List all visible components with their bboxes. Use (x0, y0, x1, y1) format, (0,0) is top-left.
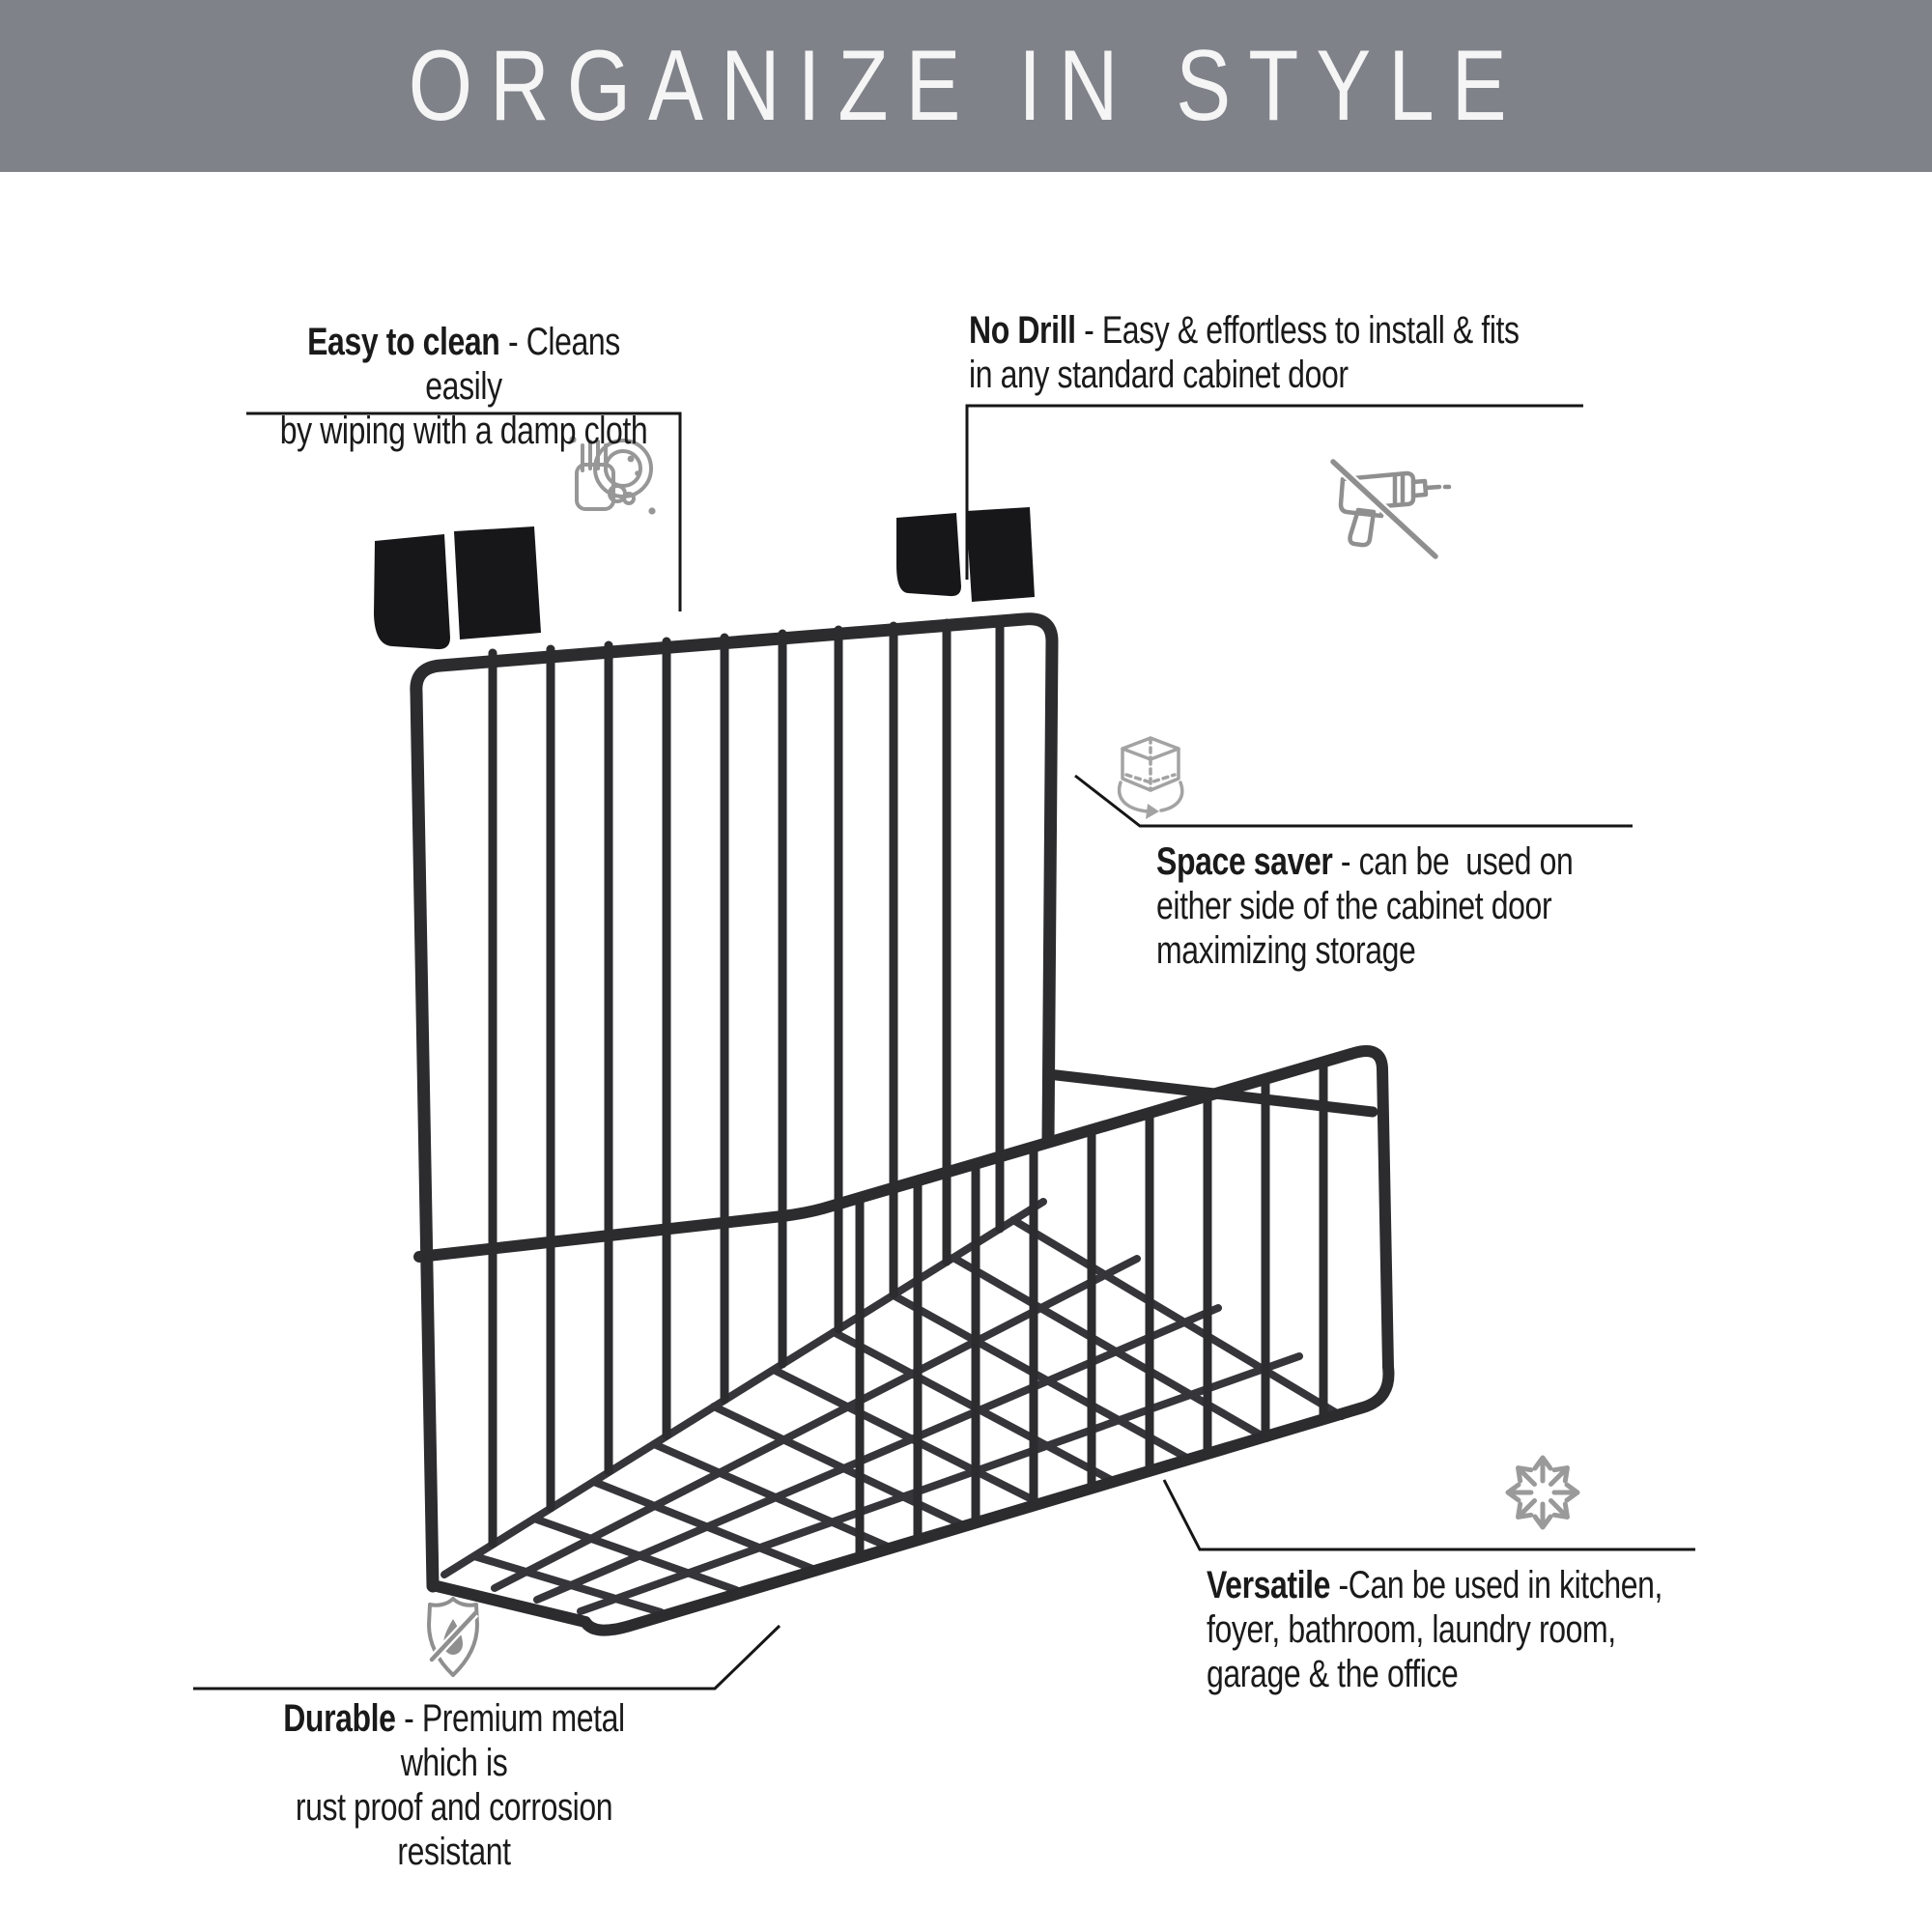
feature-versatile-line1: Versatile -Can be used in kitchen, (1207, 1564, 1663, 1606)
versatile-leader-line (1164, 1480, 1695, 1549)
feature-easy-clean-line1: Easy to clean - Cleans easily (307, 321, 629, 408)
right-hook-back (966, 507, 1035, 602)
feature-versatile-line2: foyer, bathroom, laundry room, (1207, 1608, 1616, 1651)
feature-durable (253, 1696, 655, 1874)
feature-no-drill-line2: in any standard cabinet door (969, 354, 1349, 396)
feature-easy-clean (270, 320, 657, 453)
wire-basket (374, 507, 1388, 1631)
door-panel-frame (416, 619, 1052, 1586)
feature-space-saver (1156, 839, 1651, 973)
left-hook-back (454, 526, 541, 639)
feature-space-saver-line2: either side of the cabinet door (1156, 885, 1552, 927)
multi-direction-arrows-icon (1495, 1445, 1590, 1540)
feature-durable-line2: rust proof and corrosion resistant (295, 1786, 621, 1873)
no-drill-icon (1314, 444, 1457, 572)
feature-easy-clean-line2: by wiping with a damp cloth (279, 410, 648, 452)
feature-versatile (1207, 1563, 1701, 1696)
basket-rim-and-floor (419, 1051, 1388, 1631)
shield-droplet-icon (419, 1594, 487, 1681)
left-hook-front (374, 534, 450, 649)
no-drill-leader-line (967, 406, 1583, 580)
page-title: ORGANIZE IN STYLE (408, 29, 1524, 142)
door-panel-wires (493, 619, 1000, 1544)
feature-no-drill (969, 308, 1556, 397)
right-hook-front (896, 513, 961, 596)
feature-space-saver-line1: Space saver - can be used on (1156, 840, 1574, 883)
feature-no-drill-line1: No Drill - Easy & effortless to install & fits (969, 309, 1520, 352)
feature-versatile-line3: garage & the office (1207, 1653, 1459, 1695)
feature-space-saver-line3: maximizing storage (1156, 929, 1416, 972)
feature-durable-line1: Durable - Premium metal which is (283, 1697, 634, 1784)
rotating-cube-icon (1113, 732, 1188, 823)
